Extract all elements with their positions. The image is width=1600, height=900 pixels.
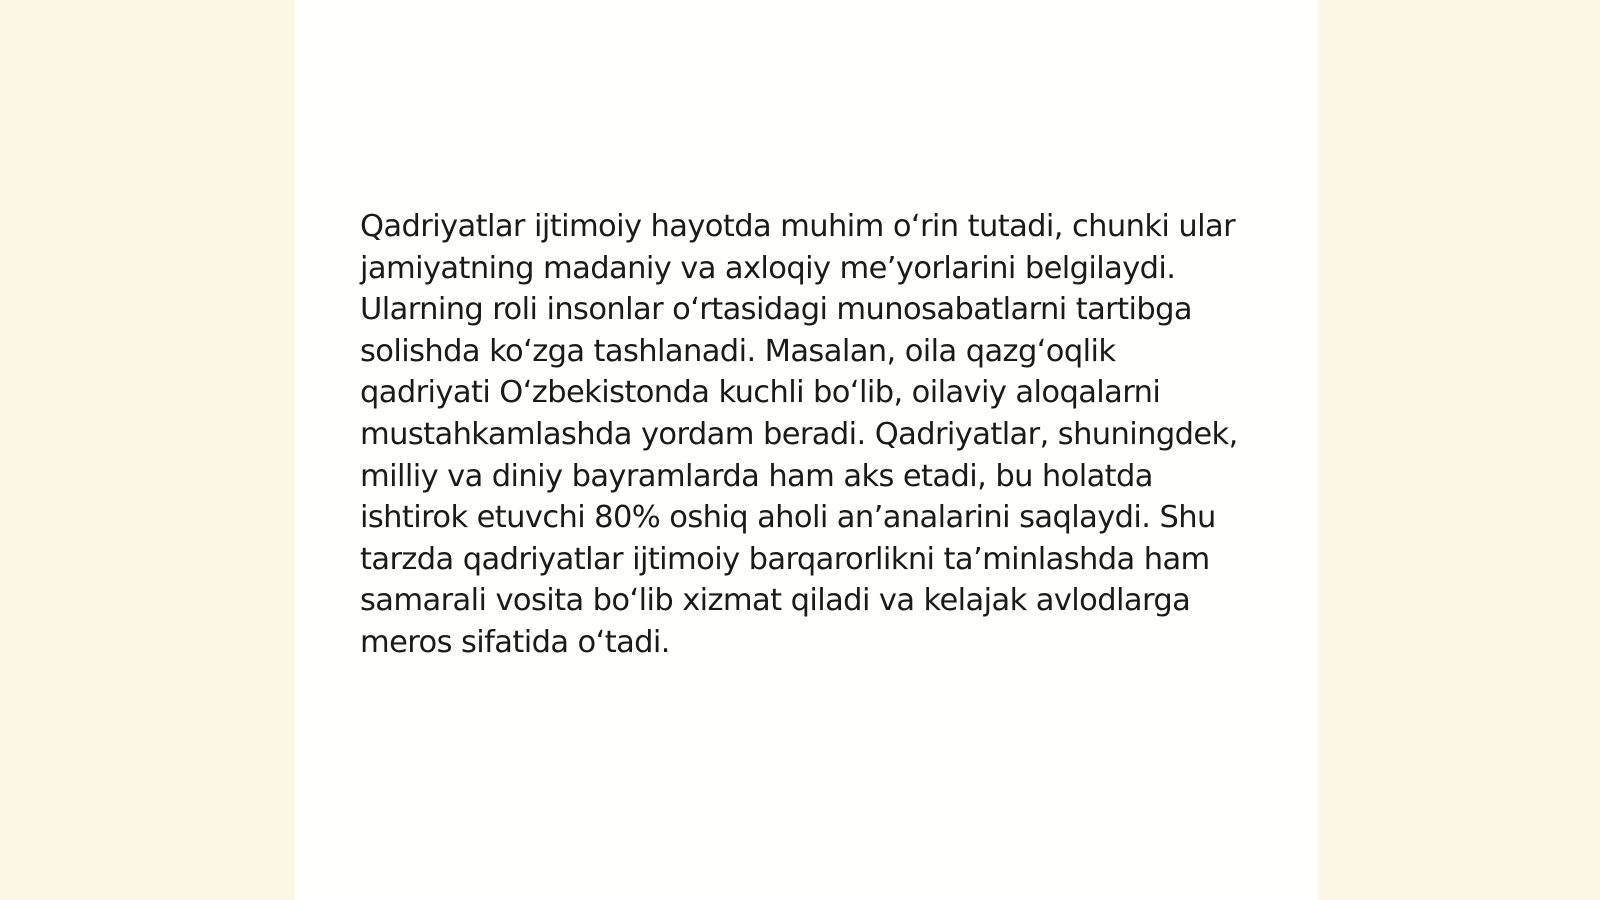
slide-body-text: Qadriyatlar ijtimoiy hayotda muhim o‘rin tutadi, chunki ular jamiyatning madaniy va axloqiy me’yorlarini belgilaydi. Ularning roli insonlar o‘rtasidagi munosabatlarni tartibga solishda ko‘zga tashlanadi. Masalan, oila qazg‘oqlik qadriyati O‘zbekistonda kuchli bo‘lib, oilaviy aloqalarni mustahkamlashda yordam beradi. Qadriyatlar, shuningdek, milliy va diniy bayramlarda ham aks etadi, bu holatda ishtirok etuvchi 80% oshiq aholi an’analarini saqlaydi. Shu tarzda qadriyatlar ijtimoiy barqarorlikni ta’minlashda ham samarali vosita bo‘lib xizmat qiladi va kelajak avlodlarga meros sifatida o‘tadi. xyxy=(360,209,1238,660)
right-margin-panel xyxy=(1318,0,1600,900)
left-margin-panel xyxy=(0,0,295,900)
slide-page xyxy=(295,0,1318,900)
